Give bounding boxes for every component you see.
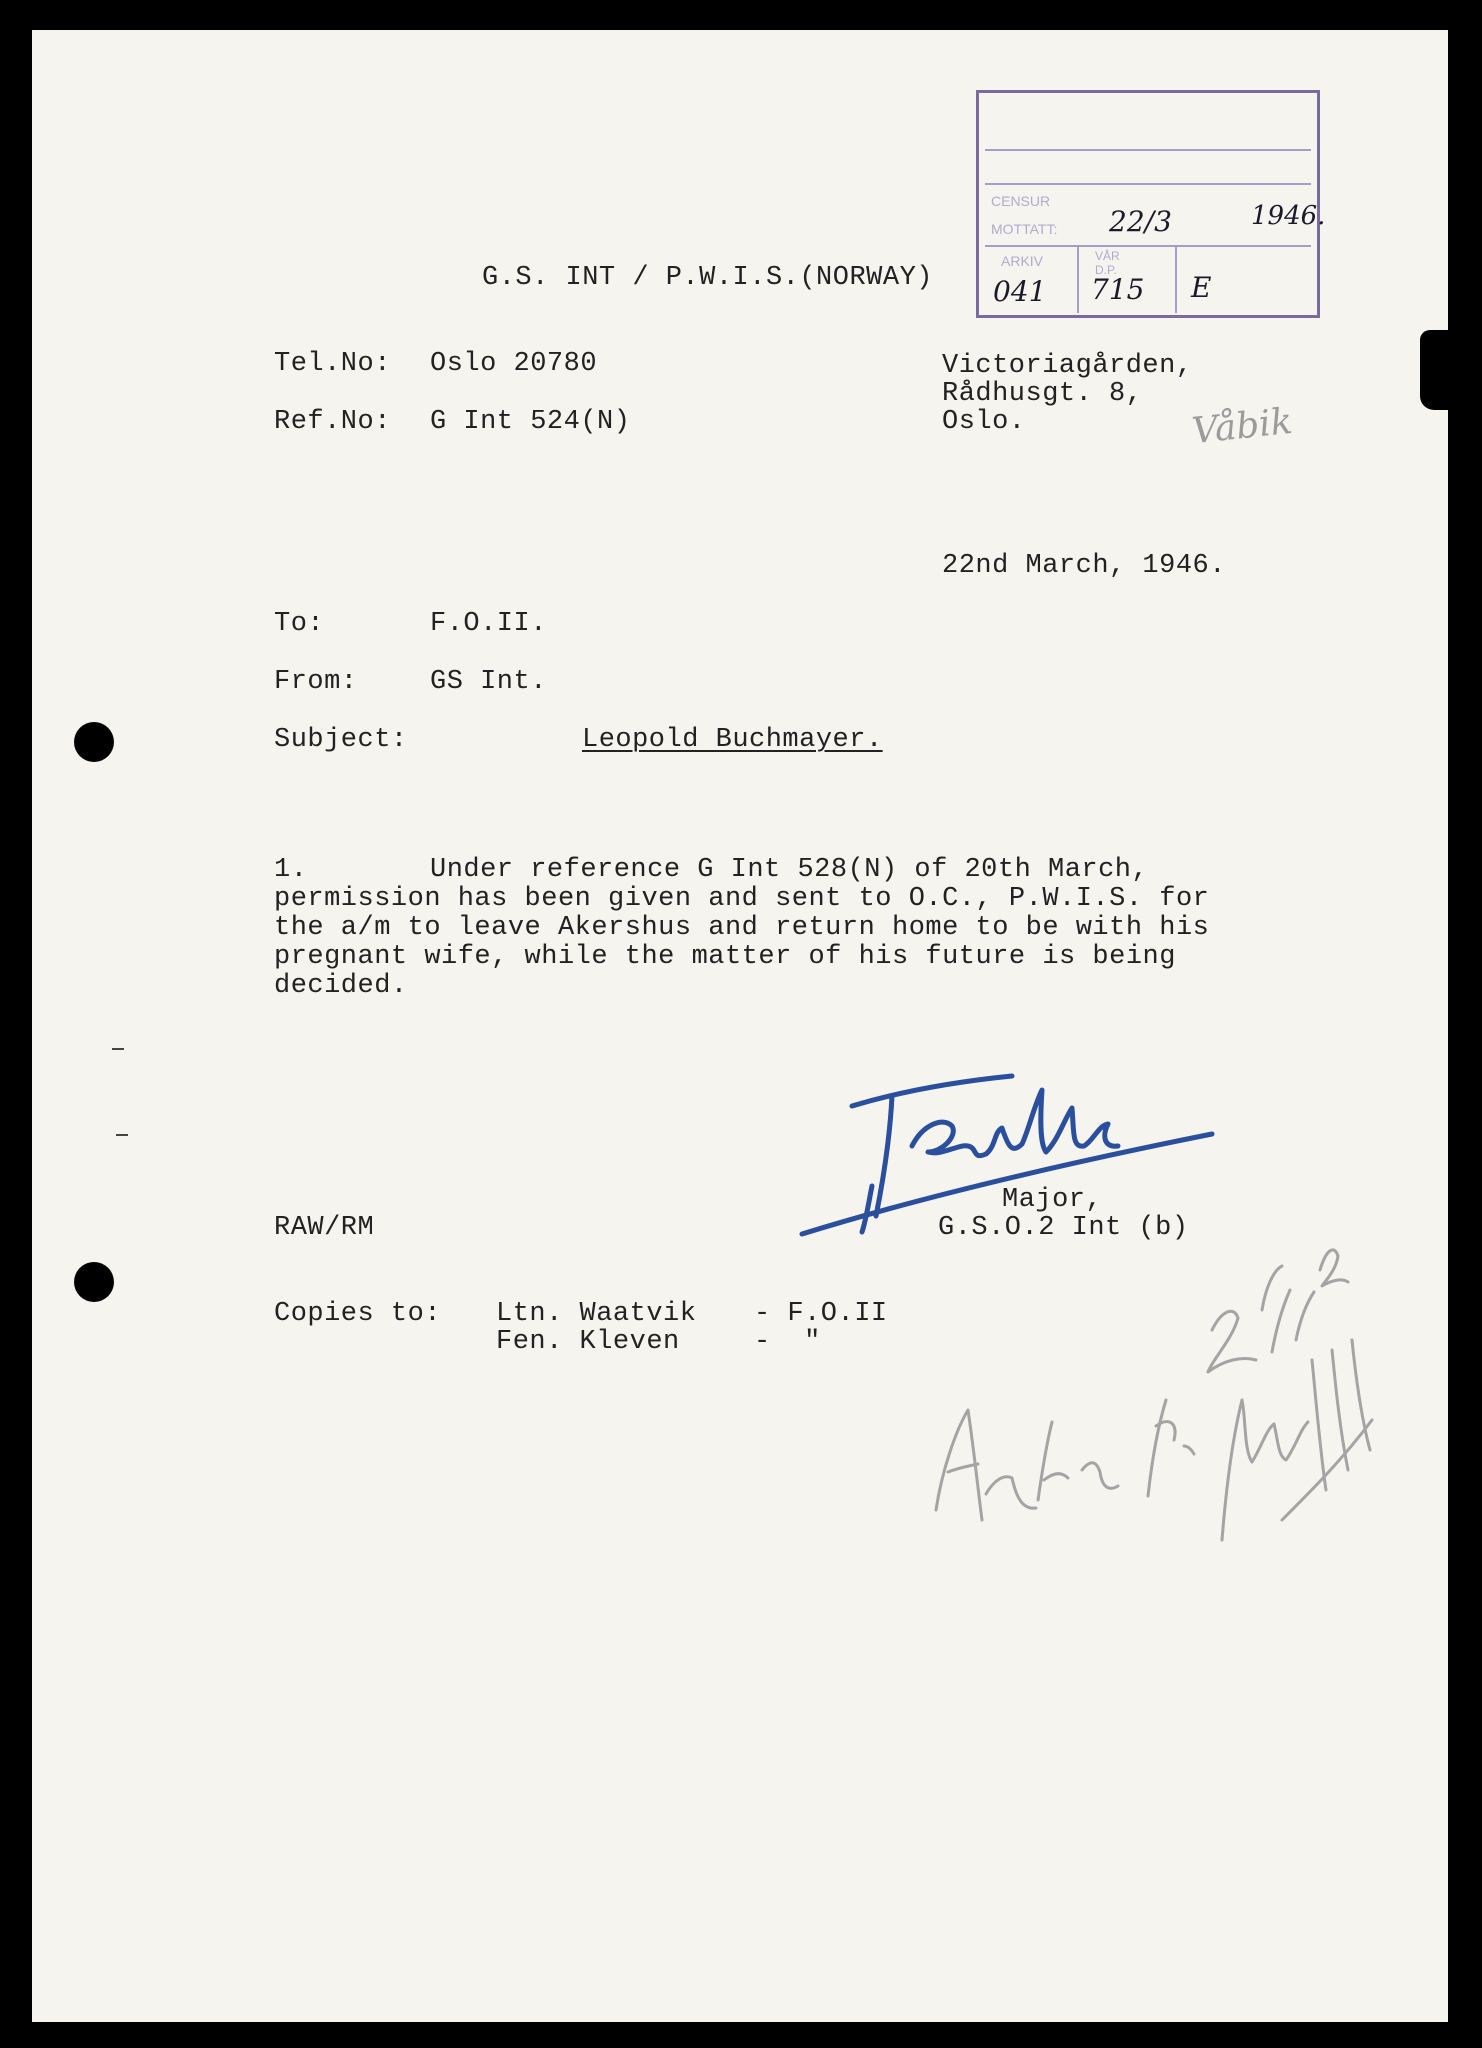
stamp-divider — [1077, 245, 1079, 313]
copy-recipient-destination: - F.O.II — [754, 1299, 888, 1329]
margin-tick — [116, 1134, 128, 1136]
margin-tick — [112, 1048, 124, 1050]
tel-value: Oslo 20780 — [430, 349, 598, 379]
stamp-top-row — [985, 99, 1311, 151]
copies-label: Copies to: — [274, 1299, 442, 1329]
copy-recipient-name: Fen. Kleven — [496, 1327, 680, 1357]
stamp-label-faded: VÅR D.P. — [1095, 249, 1120, 277]
edge-damage — [1420, 330, 1450, 410]
body-line: decided. — [274, 971, 408, 1001]
stamp-label-faded: MOTTATT: — [991, 221, 1058, 237]
document-page — [32, 30, 1448, 2022]
stamp-received-date: 22/3 — [1109, 205, 1172, 238]
signatory-title: G.S.O.2 Int (b) — [938, 1213, 1189, 1243]
stamp-label-faded: CENSUR — [991, 193, 1051, 209]
subject-value: Leopold Buchmayer. — [582, 725, 883, 755]
body-line: pregnant wife, while the matter of his future is being — [274, 942, 1176, 972]
typist-initials: RAW/RM — [274, 1213, 375, 1243]
address-line-1: Victoriagården, — [942, 351, 1193, 381]
body-line: permission has been given and sent to O.C., P.W.I.S. for — [274, 884, 1210, 914]
body-line: Under reference G Int 528(N) of 20th March, — [430, 855, 1149, 885]
ref-label: Ref.No: — [274, 407, 391, 437]
stamp-reference-number: 715 — [1091, 273, 1145, 306]
margin-pencil-note: Våbik — [1190, 400, 1295, 453]
ref-value: G Int 524(N) — [430, 407, 631, 437]
stamp-archive-number: 041 — [993, 275, 1047, 308]
copy-recipient-destination: - " — [754, 1327, 821, 1357]
to-value: F.O.II. — [430, 609, 547, 639]
stamp-divider — [985, 245, 1311, 247]
address-line-3: Oslo. — [942, 407, 1026, 437]
organization-heading: G.S. INT / P.W.I.S.(NORWAY) — [482, 263, 933, 293]
punch-hole — [74, 722, 114, 762]
subject-label: Subject: — [274, 725, 408, 755]
copy-recipient-name: Ltn. Waatvik — [496, 1299, 697, 1329]
signatory-rank: Major, — [1002, 1185, 1103, 1215]
pencil-archive-annotation — [912, 1210, 1392, 1570]
stamp-divider — [1175, 245, 1177, 313]
paragraph-number: 1. — [274, 855, 308, 885]
address-line-2: Rådhusgt. 8, — [942, 379, 1143, 409]
stamp-divider — [985, 183, 1311, 185]
stamp-year: 1946. — [1251, 201, 1326, 231]
body-line: the a/m to leave Akershus and return home to be with his — [274, 913, 1210, 943]
letter-date: 22nd March, 1946. — [942, 551, 1226, 581]
punch-hole — [74, 1262, 114, 1302]
tel-label: Tel.No: — [274, 349, 391, 379]
from-value: GS Int. — [430, 667, 547, 697]
from-label: From: — [274, 667, 358, 697]
to-label: To: — [274, 609, 325, 639]
stamp-code: E — [1191, 271, 1212, 304]
receipt-stamp — [976, 90, 1326, 318]
stamp-label-faded: ARKIV — [1001, 253, 1044, 269]
